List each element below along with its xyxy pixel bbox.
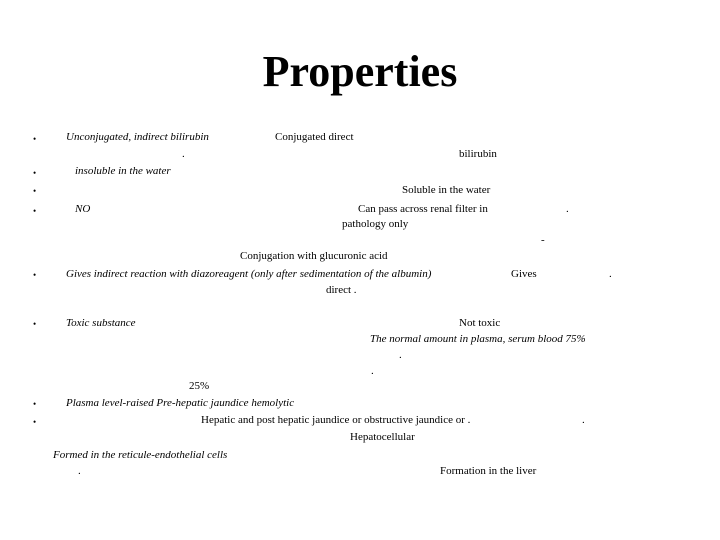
indirect-reaction-text: Gives indirect reaction with diazoreagent (only after sedimentation of the albumin): [66, 268, 432, 280]
bullet-3: •: [33, 186, 37, 196]
hepatic-jaundice-text: Hepatic and post hepatic jaundice or obstructive jaundice or .: [201, 414, 471, 426]
renal-filter-text: Can pass across renal filter in: [358, 203, 488, 215]
unconjugated-label: Unconjugated, indirect bilirubin: [66, 131, 209, 143]
period-text: .: [182, 148, 185, 160]
toxic-text: Toxic substance: [66, 317, 136, 329]
formation-liver-text: Formation in the liver: [440, 465, 537, 477]
period-text: .: [566, 203, 569, 215]
insoluble-text: insoluble in the water: [75, 165, 171, 177]
soluble-text: Soluble in the water: [402, 184, 491, 196]
period-text: .: [371, 365, 374, 377]
pathology-text: pathology only: [342, 218, 409, 230]
gives-text: Gives: [511, 268, 537, 280]
not-toxic-text: Not toxic: [459, 317, 501, 329]
dash-text: -: [541, 234, 545, 246]
period-text: .: [582, 414, 585, 426]
no-text: NO: [75, 203, 91, 215]
conjugation-text: Conjugation with glucuronic acid: [240, 250, 388, 262]
period-text: .: [78, 465, 81, 477]
bullet-8: •: [33, 417, 37, 427]
bullet-5: •: [33, 270, 37, 280]
plasma-level-text: Plasma level-raised Pre-hepatic jaundice hemolytic: [66, 397, 295, 409]
hepatocellular-text: Hepatocellular: [350, 431, 415, 443]
direct-text: direct .: [326, 284, 357, 296]
bullet-7: •: [33, 399, 37, 409]
bullet-6: •: [33, 319, 37, 329]
bullet-1: •: [33, 134, 37, 144]
bullet-2: •: [33, 168, 37, 178]
period-text: .: [399, 349, 402, 361]
bullet-4: •: [33, 206, 37, 216]
slide-title: Properties: [262, 47, 458, 96]
normal-amount-text: The normal amount in plasma, serum blood 75%: [370, 333, 586, 345]
conjugated-label: Conjugated direct: [275, 131, 354, 143]
bilirubin-text: bilirubin: [459, 148, 497, 160]
formed-text: Formed in the reticule-endothelial cells: [53, 449, 228, 461]
percent-text: 25%: [189, 380, 210, 392]
period-text: .: [609, 268, 612, 280]
